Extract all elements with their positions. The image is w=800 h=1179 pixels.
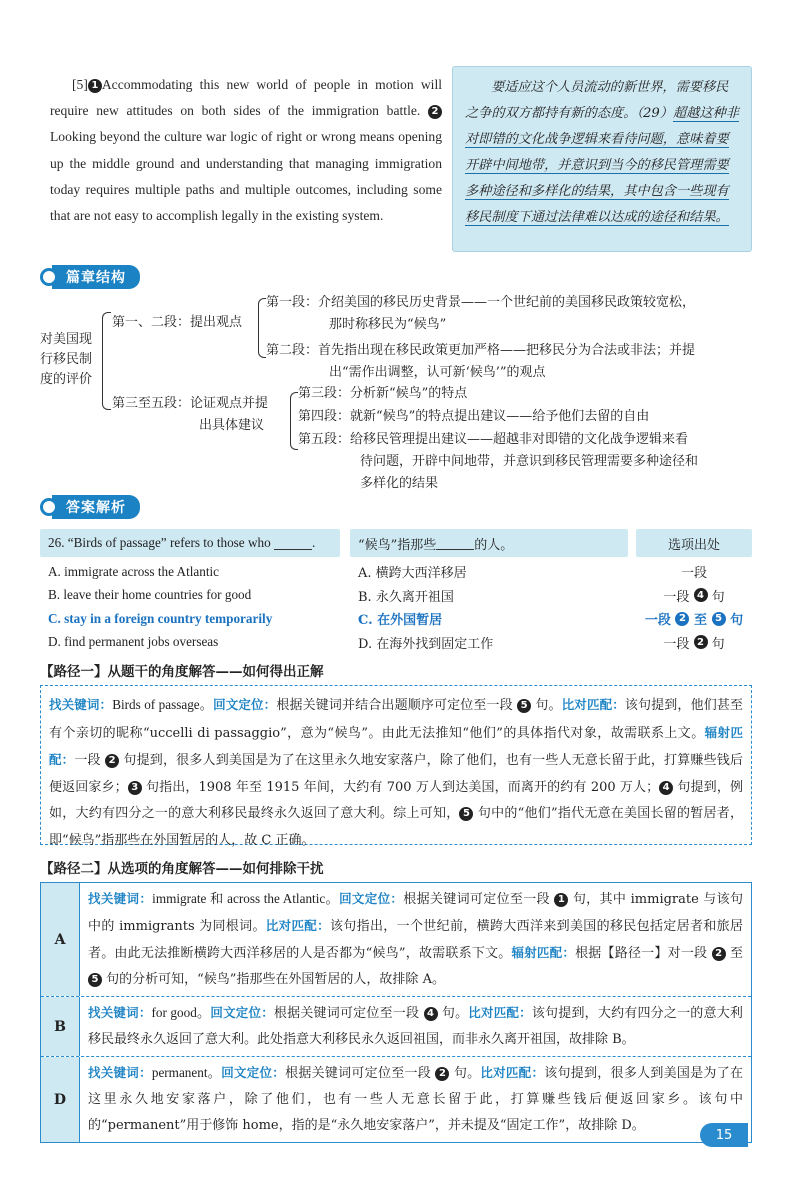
path1-box: 找关键词：Birds of passage。回文定位：根据关键词并结合出题顺序可定位至一段 5 句。比对匹配：该句提到，他们甚至有个亲切的昵称“uccelli di passaggio”，意为“候鸟”。由此无法推知“他们”的具体指代对象，故需联系上文。辐射匹配：一段 2 句提到，很多人到美国是为了在这里永久地安家落户，除了他们，也有一些人无意长留于此，打算赚些钱后便返回家乡； 3 句指出，1908 年至 1915 年间，大约有 700 万人到达美国，而离开的约有 200 万人； 4 句提到，例如，大约有四分之一的意大利移民最终永久返回了意大利。综上可知， 5 句中的“他们”指代无意在美国长留的暂居者，即“候鸟”指那些在外国暂居的人，故 C 正确。 [40, 685, 752, 845]
question-stem-zh: “候鸟”指那些 的人。 [350, 529, 628, 557]
option-a-en: A. immigrate across the Atlantic [48, 563, 220, 579]
tree-node-p35: 第三至五段：论证观点并提 [112, 396, 269, 411]
translation-part-1: 要适应这个人员流动的新世界，需要移民之争的双方都持有新的态度。（29） [465, 80, 729, 121]
tree-leaf-p5-cont: 待问题，开辟中间地带，并意识到移民管理需要多种途径和 [360, 454, 699, 469]
row-label: B [41, 997, 80, 1056]
answers-heading-label: 答案解析 [52, 495, 140, 519]
tree-leaf-p1: 第一段：介绍美国的移民历史背景——一个世纪前的美国移民政策较宽松， [266, 295, 696, 310]
option-d-en: D. find permanent jobs overseas [48, 634, 219, 650]
radiate-label: 辐射匹配： [49, 724, 743, 767]
structure-heading [40, 266, 140, 288]
passage-english [50, 72, 442, 229]
structure-heading-label: 篇章结构 [52, 265, 140, 289]
tree-node-p35-cont: 出具体建议 [199, 418, 265, 433]
tree-leaf-p2: 第二段：首先指出现在移民政策更加严格——把移民分为合法或非法；并提 [266, 343, 696, 358]
option-d-zh: D. 在海外找到固定工作 [358, 636, 494, 652]
option-c-zh: C. 在外国暂居 [358, 613, 443, 629]
path2-row-a: A 找关键词：immigrate 和 across the Atlantic。回文定位：根据关键词可定位至一段 1 句，其中 immigrate 与该句中的 immigrants 为同根词。比对匹配：该句指出，一个世纪前，横跨大西洋来到美国的移民包括定居者和旅居者。由此无法推断横跨大西洋移居的人是否都为“候鸟”，故需联系下文。辐射匹配：根据【路径一】对一段 2 至 5 句的分析可知，“候鸟”指那些在外国暂居的人，故排除 A。 [41, 883, 751, 997]
tree-leaf-p1-cont: 那时称移民为“候鸟” [329, 317, 447, 332]
magnifier-icon [40, 498, 58, 516]
tree-leaf-p4: 第四段：就新“候鸟”的特点提出建议——给予他们去留的自由 [298, 409, 650, 424]
paragraph-number: [5] [72, 77, 88, 92]
option-c-en: C. stay in a foreign country temporarily [48, 610, 273, 626]
question-chinese-column [350, 529, 628, 654]
source-d: 一段 2 句 [663, 636, 725, 652]
sentence-2: Looking beyond the culture war logic of right or wrong means opening up the middle ground and understanding that managing immigration today requires multiple paths and multiple outcomes, including some that are not easy to accomplish legally in the existing system. [50, 129, 442, 224]
path2-row-d: D 找关键词：permanent。回文定位：根据关键词可定位至一段 2 句。比对匹配：该句提到，很多人到美国是为了在这里永久地安家落户，除了他们，也有一些人无意长留于此，打算赚些钱后便返回家乡。该句中的“permanent”用于修饰 home，指的是“永久地安家落户”，并未提及“固定工作”，故排除 D。 [41, 1057, 751, 1142]
magnifier-icon [40, 268, 58, 286]
path1-title: 【路径一】从题干的角度解答——如何得出正解 [40, 664, 324, 680]
tree-node-p12: 第一、二段：提出观点 [112, 315, 243, 330]
match-label: 比对匹配： [561, 697, 625, 712]
page-number: 15 [700, 1123, 748, 1147]
passage-translation [452, 66, 752, 252]
row-label: D [41, 1057, 80, 1142]
locate-label: 回文定位： [213, 697, 277, 712]
source-b: 一段 4 句 [663, 589, 725, 605]
option-a-zh: A. 横跨大西洋移居 [358, 566, 467, 582]
tree-brace [102, 312, 111, 410]
tree-brace [258, 298, 266, 358]
option-b-en: B. leave their home countries for good [48, 587, 252, 603]
answers-heading [40, 496, 140, 518]
path2-title: 【路径二】从选项的角度解答——如何排除干扰 [40, 861, 324, 877]
source-a: 一段 [680, 566, 707, 582]
tree-leaf-p5: 第五段：给移民管理提出建议——超越非对即错的文化战争逻辑来看 [298, 432, 689, 447]
option-b-zh: B. 永久离开祖国 [358, 589, 454, 605]
tree-leaf-p2-cont: 出“需作出调整，认可新‘候鸟’”的观点 [329, 365, 546, 380]
row-label: A [41, 883, 80, 996]
tree-brace [290, 392, 298, 450]
source-c: 一段 2 至 5 句 [644, 613, 744, 629]
path2-row-b: B 找关键词：for good。回文定位：根据关键词可定位至一段 4 句。比对匹配：该句提到，大约有四分之一的意大利移民最终永久返回了意大利。此处指意大利移民永久返回祖国，而非永久离开祖国，故排除 B。 [41, 997, 751, 1057]
source-column [636, 529, 752, 654]
sentence-marker: 2 [428, 105, 442, 119]
sentence-1: Accommodating this new world of people in motion will require new attitudes on both sides of the immigration battle. [50, 77, 442, 119]
translation-underlined: 超越这种非对即错的文化战争逻辑来看待问题，意味着要开辟中间地带，并意识到当今的移民管理需要多种途径和多样化的结果，其中包含一些现有移民制度下通过法律难以达成的途径和结果。 [465, 106, 739, 225]
path2-table [40, 882, 752, 1143]
tree-leaf-p3: 第三段：分析新“候鸟”的特点 [298, 386, 468, 401]
tree-root: 对美国现行移民制度的评价 [40, 332, 93, 387]
question-stem-en: 26. “Birds of passage” refers to those who . [40, 529, 340, 557]
sentence-marker: 1 [88, 79, 102, 93]
tree-leaf-p5-cont2: 多样化的结果 [360, 476, 439, 491]
keyword-label: 找关键词： [49, 697, 113, 712]
source-header: 选项出处 [636, 529, 752, 557]
question-english-column [40, 529, 340, 654]
